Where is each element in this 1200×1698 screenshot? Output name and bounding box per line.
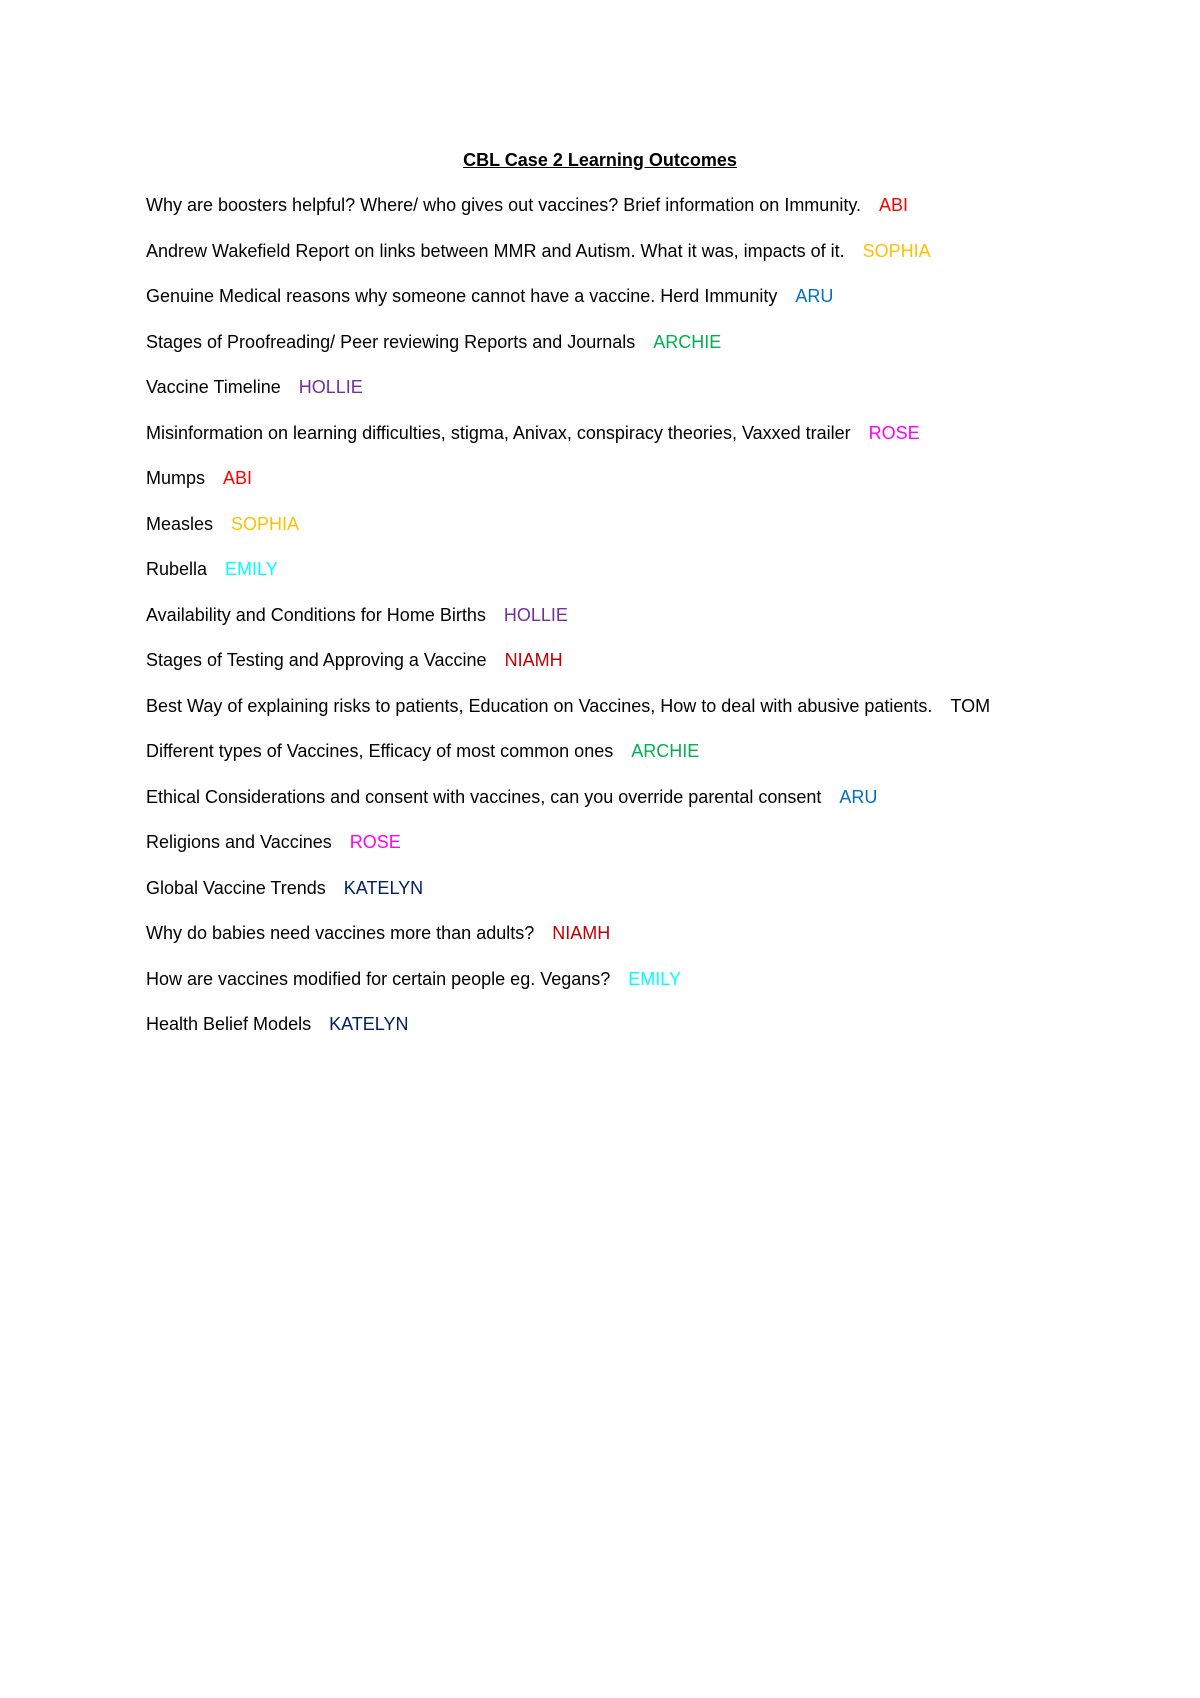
- outcome-text: Measles: [146, 513, 214, 534]
- outcome-text: Vaccine Timeline: [146, 377, 281, 397]
- assignee-name: NIAMH: [504, 650, 563, 670]
- learning-outcome-item: [146, 740, 1166, 786]
- assignee-name: ARCHIE: [631, 741, 700, 761]
- assignee-name: SOPHIA: [231, 513, 300, 534]
- outcome-text: Best Way of explaining risks to patients, Education on Vaccines, How to deal with abusive patients.: [146, 695, 933, 716]
- learning-outcome-item: [146, 604, 1166, 650]
- outcome-text: Rubella: [146, 559, 208, 579]
- assignee-name: ROSE: [349, 832, 401, 852]
- outcome-text: Availability and Conditions for Home Births: [146, 604, 486, 625]
- assignee-name: ABI: [223, 468, 253, 488]
- learning-outcome-item: [146, 968, 1166, 1014]
- assignee-name: ARU: [795, 286, 834, 306]
- assignee-name: SOPHIA: [862, 240, 931, 261]
- assignee-name: TOM: [950, 695, 991, 716]
- assignee-name: EMILY: [225, 559, 278, 579]
- assignee-name: HOLLIE: [298, 377, 363, 397]
- outcome-text: Global Vaccine Trends: [146, 877, 326, 898]
- assignee-name: KATELYN: [343, 877, 424, 898]
- outcome-text: How are vaccines modified for certain people eg. Vegans?: [146, 968, 611, 989]
- assignee-name: NIAMH: [552, 923, 611, 943]
- learning-outcomes-list: [146, 194, 1166, 1059]
- learning-outcome-item: [146, 831, 1166, 877]
- outcome-text: Stages of Testing and Approving a Vaccine: [146, 650, 487, 670]
- learning-outcome-item: [146, 877, 1166, 923]
- outcome-text: Why are boosters helpful? Where/ who gives out vaccines? Brief information on Immunity.: [146, 195, 861, 215]
- learning-outcome-item: [146, 376, 1166, 422]
- assignee-name: ROSE: [868, 422, 920, 443]
- learning-outcome-item: [146, 1013, 1166, 1059]
- learning-outcome-item: [146, 649, 1166, 695]
- assignee-name: ABI: [879, 195, 909, 215]
- outcome-text: Ethical Considerations and consent with vaccines, can you override parental consent: [146, 786, 822, 807]
- outcome-text: Why do babies need vaccines more than adults?: [146, 923, 535, 943]
- learning-outcome-item: [146, 331, 1166, 377]
- outcome-text: Health Belief Models: [146, 1014, 312, 1034]
- learning-outcome-item: [146, 786, 1166, 832]
- assignee-name: EMILY: [628, 968, 681, 989]
- learning-outcome-item: [146, 194, 1166, 240]
- outcome-text: Stages of Proofreading/ Peer reviewing Reports and Journals: [146, 331, 636, 352]
- learning-outcome-item: [146, 558, 1166, 604]
- learning-outcome-item: [146, 467, 1166, 513]
- learning-outcome-item: [146, 285, 1166, 331]
- outcome-text: Mumps: [146, 468, 206, 488]
- learning-outcome-item: [146, 513, 1166, 559]
- learning-outcome-item: [146, 240, 1166, 286]
- assignee-name: HOLLIE: [503, 604, 568, 625]
- assignee-name: KATELYN: [329, 1014, 409, 1034]
- document-title: CBL Case 2 Learning Outcomes: [463, 150, 737, 170]
- learning-outcome-item: [146, 695, 1166, 741]
- outcome-text: Misinformation on learning difficulties, stigma, Anivax, conspiracy theories, Vaxxed trailer: [146, 422, 851, 443]
- outcome-text: Andrew Wakefield Report on links between MMR and Autism. What it was, impacts of it.: [146, 240, 845, 261]
- learning-outcome-item: [146, 922, 1166, 968]
- outcome-text: Genuine Medical reasons why someone cannot have a vaccine. Herd Immunity: [146, 286, 778, 306]
- outcome-text: Religions and Vaccines: [146, 832, 332, 852]
- assignee-name: ARCHIE: [653, 331, 722, 352]
- learning-outcome-item: [146, 422, 1166, 468]
- outcome-text: Different types of Vaccines, Efficacy of most common ones: [146, 741, 614, 761]
- assignee-name: ARU: [839, 786, 878, 807]
